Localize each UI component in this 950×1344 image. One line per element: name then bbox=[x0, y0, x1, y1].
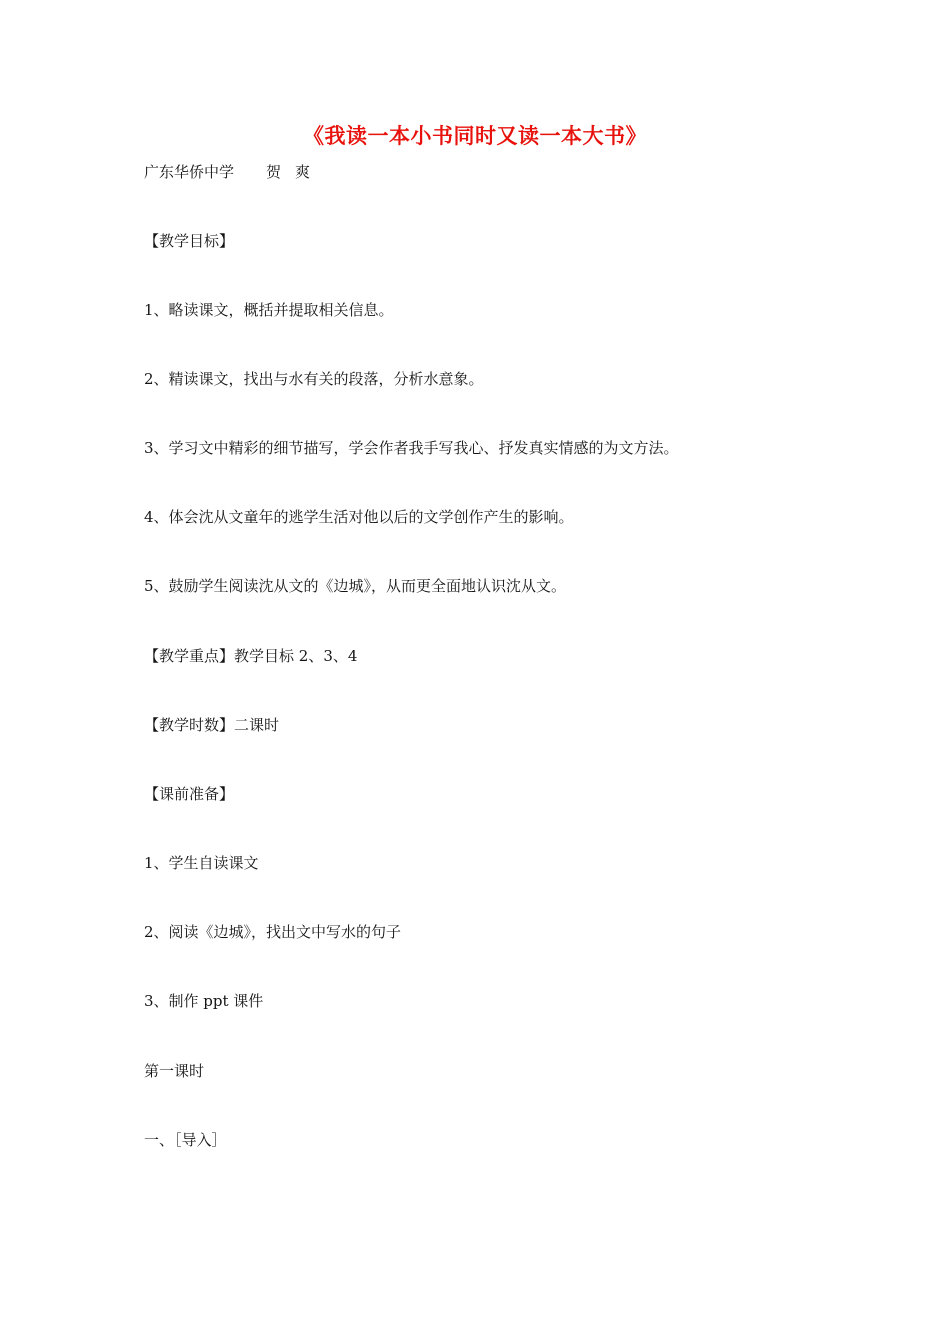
objective-item: 4、体会沈从文童年的逃学生活对他以后的文学创作产生的影响。 bbox=[144, 508, 574, 526]
author-line bbox=[144, 161, 310, 183]
author-name-part2: 爽 bbox=[295, 163, 311, 181]
objective-item: 1、略读课文，概括并提取相关信息。 bbox=[144, 301, 394, 319]
author-school: 广东华侨中学 bbox=[144, 163, 235, 181]
document-title: 《我读一本小书同时又读一本大书》 bbox=[303, 124, 647, 148]
preparation-heading: 【课前准备】 bbox=[144, 785, 235, 803]
objective-item: 2、精读课文，找出与水有关的段落，分析水意象。 bbox=[144, 370, 484, 388]
preparation-item: 3、制作 ppt 课件 bbox=[144, 992, 264, 1010]
preparation-item: 1、学生自读课文 bbox=[144, 854, 259, 872]
class-hours: 【教学时数】二课时 bbox=[144, 716, 280, 734]
author-name-part1: 贺 bbox=[266, 163, 282, 181]
preparation-item: 2、阅读《边城》，找出文中写水的句子 bbox=[144, 923, 402, 941]
objectives-heading: 【教学目标】 bbox=[144, 232, 235, 250]
section-heading: 一、［导入］ bbox=[144, 1131, 227, 1149]
objective-item: 3、学习文中精彩的细节描写，学会作者我手写我心、抒发真实情感的为文方法。 bbox=[144, 439, 679, 457]
lesson-heading: 第一课时 bbox=[144, 1062, 205, 1080]
key-points: 【教学重点】教学目标 2、3、4 bbox=[144, 647, 358, 665]
objective-item: 5、鼓励学生阅读沈从文的《边城》，从而更全面地认识沈从文。 bbox=[144, 577, 567, 595]
